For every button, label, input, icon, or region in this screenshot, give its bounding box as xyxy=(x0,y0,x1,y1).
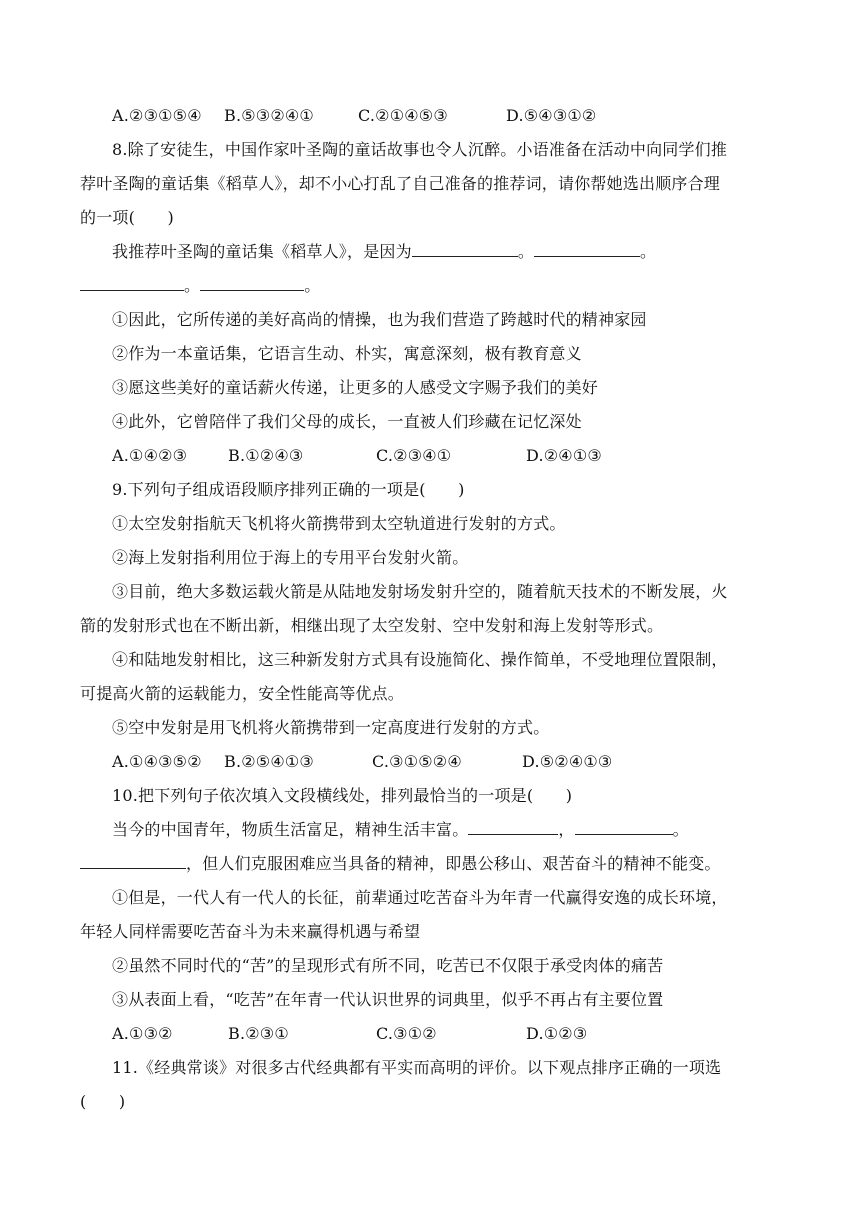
q10-passage-line1 xyxy=(112,820,812,842)
q7-option-d: D.⑤④③①② xyxy=(506,106,597,125)
q8-option-d: D.②④①③ xyxy=(526,446,602,465)
q10-option-b: B.②③① xyxy=(228,1024,289,1043)
q9-option-d: D.⑤②④①③ xyxy=(522,752,613,771)
q11-stem-line1: 11.《经典常谈》对很多古代经典都有平实而高明的评价。以下观点排序正确的一项选 xyxy=(112,1058,722,1077)
q10-item-1-line2: 年轻人同样需要吃苦奋斗为未来赢得机遇与希望 xyxy=(80,922,421,941)
q7-option-c: C.②①④⑤③ xyxy=(358,106,448,125)
q10-passage-suffix: ，但人们克服困难应当具备的精神，即愚公移山、艰苦奋斗的精神不能变。 xyxy=(186,854,721,873)
q9-item-4-line2: 可提高火箭的运载能力，安全性能高等优点。 xyxy=(80,684,405,703)
q8-stem-line1: 8.除了安徒生，中国作家叶圣陶的童话故事也令人沉醉。小语准备在活动中向同学们推 xyxy=(112,140,728,159)
q10-comma: ， xyxy=(558,820,575,839)
q8-passage-line1 xyxy=(112,242,812,264)
q10-passage-prefix: 当今的中国青年，物质生活富足，精神生活丰富。 xyxy=(112,820,469,839)
q8-item-1: ①因此，它所传递的美好高尚的情操，也为我们营造了跨越时代的精神家园 xyxy=(112,310,647,329)
q9-item-5: ⑤空中发射是用飞机将火箭携带到一定高度进行发射的方式。 xyxy=(112,718,550,737)
q9-option-b: B.②⑤④①③ xyxy=(224,752,314,771)
q9-item-2: ②海上发射指利用位于海上的专用平台发射火箭。 xyxy=(112,548,469,567)
q8-item-4: ④此外，它曾陪伴了我们父母的成长，一直被人们珍藏在记忆深处 xyxy=(112,412,582,431)
q10-item-1-line1: ①但是，一代人有一代人的长征，前辈通过吃苦奋斗为年青一代赢得安逸的成长环境， xyxy=(112,888,728,907)
q8-option-c: C.②③④① xyxy=(376,446,452,465)
q9-stem: 9.下列句子组成语段顺序排列正确的一项是( ) xyxy=(112,480,465,499)
q7-option-b: B.⑤③②④① xyxy=(224,106,314,125)
q11-stem-line2: ( ) xyxy=(80,1092,126,1111)
q8-stem-line3: 的一项( ) xyxy=(80,208,174,227)
q8-blank-1 xyxy=(412,242,518,257)
q8-option-b: B.①②④③ xyxy=(228,446,304,465)
q8-item-3: ③愿这些美好的童话薪火传递，让更多的人感受文字赐予我们的美好 xyxy=(112,378,599,397)
q10-stem: 10.把下列句子依次填入文段横线处，排列最恰当的一项是( ) xyxy=(112,786,573,805)
q7-option-a: A.②③①⑤④ xyxy=(112,106,202,125)
q8-options xyxy=(112,446,812,468)
q10-blank-1 xyxy=(468,820,558,835)
q8-sep-1: 。 xyxy=(517,242,535,261)
q7-options xyxy=(112,106,812,128)
q10-item-3: ③从表面上看，“吃苦”在年青一代认识世界的词典里，似乎不再占有主要位置 xyxy=(112,990,664,1009)
q8-item-2: ②作为一本童话集，它语言生动、朴实，寓意深刻，极有教育意义 xyxy=(112,344,582,363)
q8-stem-line2: 荐叶圣陶的童话集《稻草人》，却不小心打乱了自己准备的推荐词，请你帮她选出顺序合理 xyxy=(80,174,721,193)
q8-sep-2: 。 xyxy=(640,242,657,261)
q8-passage-prefix: 我推荐叶圣陶的童话集《稻草人》，是因为 xyxy=(112,242,412,261)
q10-period: 。 xyxy=(672,820,689,839)
q8-blank-2 xyxy=(534,242,640,257)
q9-item-1: ①太空发射指航天飞机将火箭携带到太空轨道进行发射的方式。 xyxy=(112,514,566,533)
q10-option-c: C.③①② xyxy=(376,1024,437,1043)
q8-blank-4 xyxy=(200,276,304,291)
q9-item-3-line1: ③目前，绝大多数运载火箭是从陆地发射场发射升空的，随着航天技术的不断发展，火 xyxy=(112,582,728,601)
q10-passage-line2 xyxy=(80,854,780,876)
q8-option-a: A.①④②③ xyxy=(112,446,188,465)
q9-item-4-line1: ④和陆地发射相比，这三种新发射方式具有设施简化、操作简单，不受地理位置限制， xyxy=(112,650,728,669)
q10-blank-2 xyxy=(575,820,673,835)
q8-blank-3 xyxy=(80,276,184,291)
q10-option-a: A.①③② xyxy=(112,1024,173,1043)
q8-sep-4: 。 xyxy=(304,276,321,295)
q9-option-c: C.③①⑤②④ xyxy=(372,752,462,771)
q9-item-3-line2: 箭的发射形式也在不断出新，相继出现了太空发射、空中发射和海上发射等形式。 xyxy=(80,616,664,635)
q10-item-2: ②虽然不同时代的“苦”的呈现形式有所不同，吃苦已不仅限于承受肉体的痛苦 xyxy=(112,956,664,975)
q9-option-a: A.①④③⑤② xyxy=(112,752,202,771)
q10-blank-3 xyxy=(80,854,186,869)
q10-option-d: D.①②③ xyxy=(526,1024,588,1043)
q8-sep-3: 。 xyxy=(184,276,201,295)
q8-passage-line2 xyxy=(80,276,780,298)
q9-options xyxy=(112,752,812,774)
q10-options xyxy=(112,1024,812,1046)
